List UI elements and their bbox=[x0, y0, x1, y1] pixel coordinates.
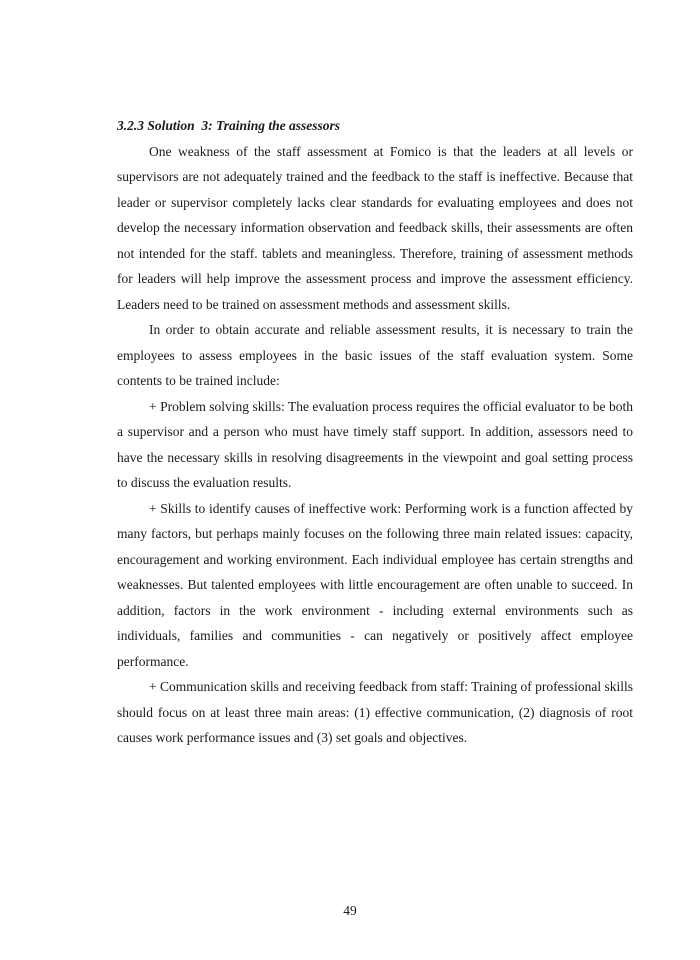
page-number: 49 bbox=[343, 903, 357, 918]
paragraph-communication: + Communication skills and receiving feedback from staff: Training of professional skills should focus on at least three main areas: (1) effective communication, (2) diagnosis of root causes work performance issues and (3) set goals and objectives. bbox=[117, 679, 633, 745]
paragraph-problem-solving: + Problem solving skills: The evaluation process requires the official evaluator to be both a supervisor and a person who must have timely staff support. In addition, assessors need to have the necessary skills in resolving disagreements in the viewpoint and goal setting process to discuss the evaluation results. bbox=[117, 398, 633, 490]
paragraph-training-intro: In order to obtain accurate and reliable assessment results, it is necessary to train the employees to assess employees in the basic issues of the staff evaluation system. Some contents to be trained include: bbox=[117, 322, 633, 388]
paragraph-weakness: One weakness of the staff assessment at Fomico is that the leaders at all levels or supervisors are not adequately trained and the feedback to the staff is ineffective. Because that leader or supervisor completely lacks clear standards for evaluating employees and does not develop the necessary information observation and feedback skills, their assessments are often not intended for the staff. tablets and meaningless. Therefore, training of assessment methods for leaders will help improve the assessment process and improve the assessment efficiency. Leaders need to be trained on assessment methods and assessment skills. bbox=[117, 143, 633, 312]
section-heading: 3.2.3 Solution 3: Training the assessors bbox=[117, 118, 341, 133]
paragraph-ineffective-work: + Skills to identify causes of ineffective work: Performing work is a function affected by many factors, but perhaps mainly focuses on the following three main related issues: capacity, encouragement and working environment. Each individual employee has certain strengths and weaknesses. But talented employees with little encouragement are often unable to succeed. In addition, factors in the work environment - including external environments such as individuals, families and communities - can negatively or positively affect employee performance. bbox=[117, 500, 633, 669]
page-content bbox=[117, 113, 633, 751]
